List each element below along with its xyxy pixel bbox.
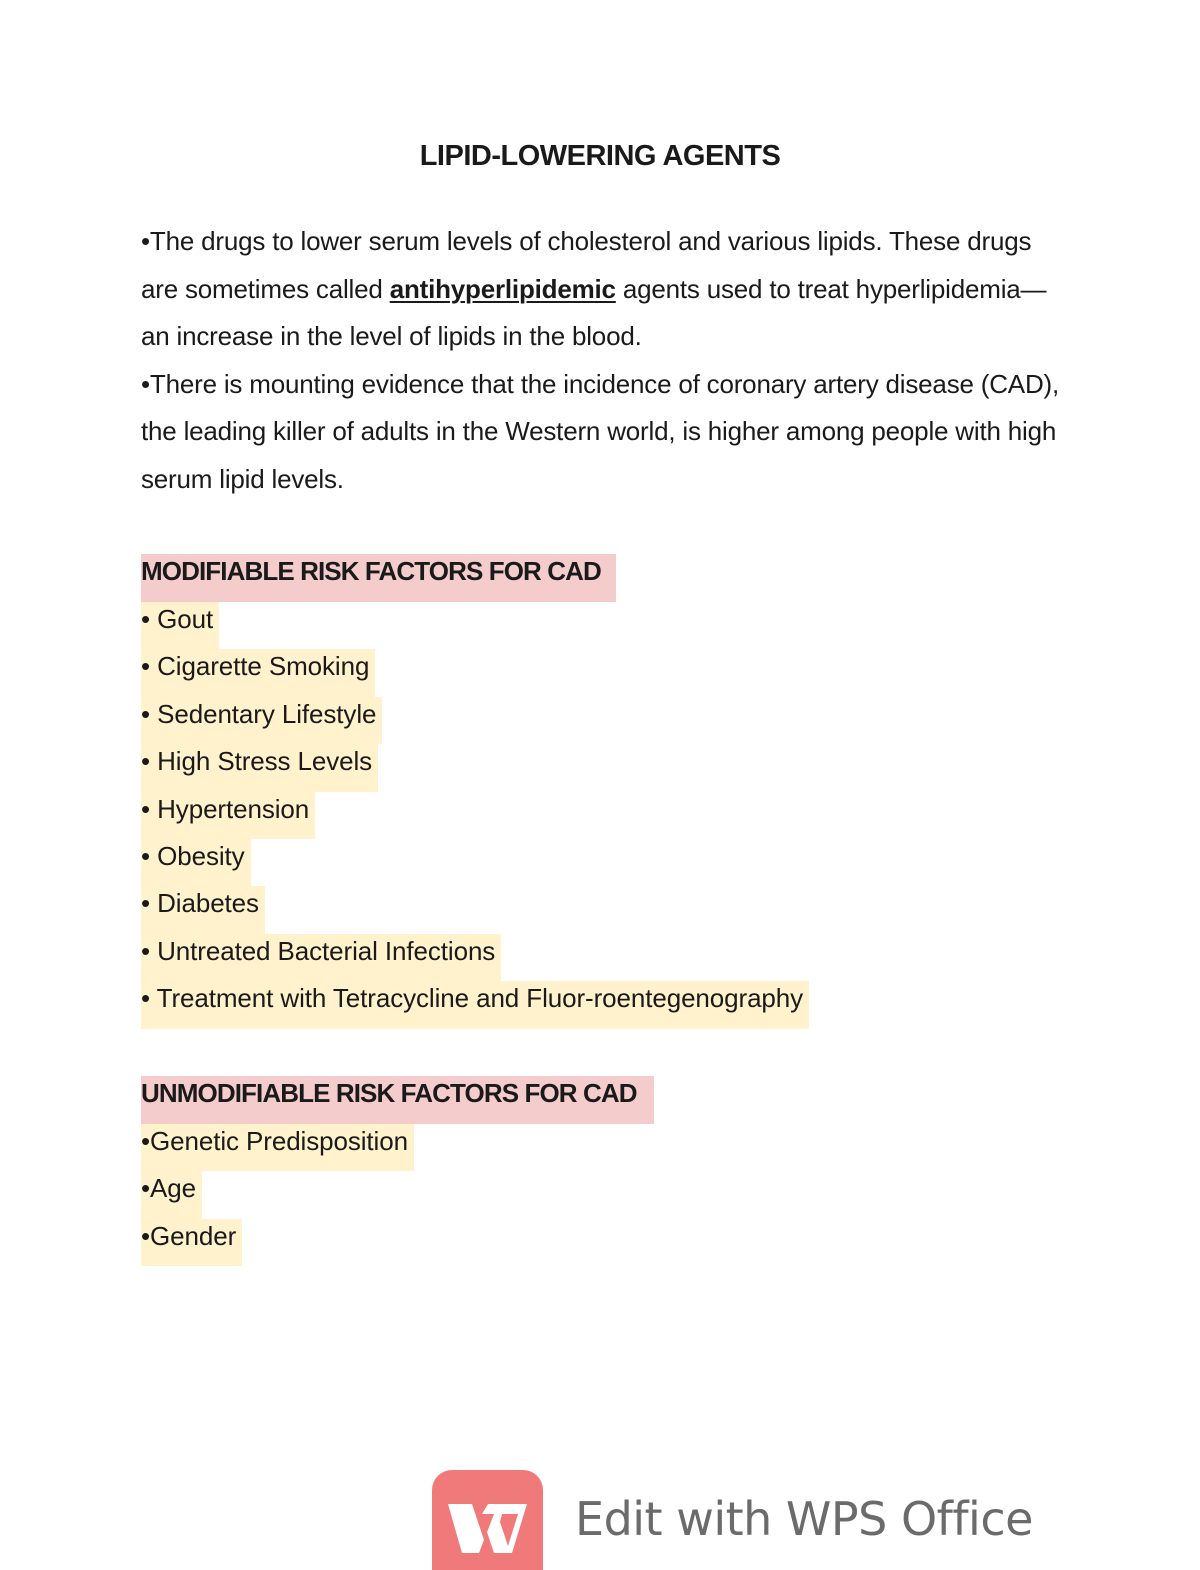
wps-edit-banner[interactable]: [432, 1470, 1052, 1553]
list-item: • Gout: [141, 602, 219, 649]
list-item: •Genetic Predisposition: [141, 1124, 414, 1171]
intro-paragraph-1-after: agents used to treat hyperlipidemia—an increase in the level of lipids in the blood.: [141, 273, 1047, 351]
list-item: • Treatment with Tetracycline and Fluor-roentegenography: [141, 981, 809, 1028]
wps-banner-text[interactable]: Edit with WPS Office: [575, 1492, 1033, 1546]
unmodifiable-list: [141, 1124, 654, 1266]
list-item: • Obesity: [141, 839, 251, 886]
term-antihyperlipidemic: antihyperlipidemic: [389, 273, 616, 304]
list-item: • Sedentary Lifestyle: [141, 697, 382, 744]
list-item: • Untreated Bacterial Infections: [141, 934, 501, 981]
list-item: • Diabetes: [141, 886, 265, 933]
wps-w-glyph: [432, 1470, 543, 1570]
list-item: •Gender: [141, 1219, 242, 1266]
list-item: • High Stress Levels: [141, 744, 378, 791]
intro-paragraph-1: [141, 218, 1061, 361]
intro-paragraph-1-before: •The drugs to lower serum levels of cholesterol and various lipids. These drugs are sometimes called: [141, 226, 1032, 304]
modifiable-risk-factors-section: [141, 554, 809, 1029]
intro-paragraph-2: •There is mounting evidence that the incidence of coronary artery disease (CAD), the leading killer of adults in the Western world, is higher among people with high serum lipid levels.: [141, 368, 1060, 494]
document-title: LIPID-LOWERING AGENTS: [419, 140, 781, 172]
modifiable-list: [141, 602, 809, 1029]
wps-logo-icon[interactable]: [432, 1470, 543, 1570]
unmodifiable-risk-factors-section: [141, 1076, 654, 1266]
intro-text: [141, 218, 1061, 503]
modifiable-heading: MODIFIABLE RISK FACTORS FOR CAD: [141, 554, 616, 602]
list-item: • Cigarette Smoking: [141, 649, 375, 696]
list-item: • Hypertension: [141, 792, 315, 839]
unmodifiable-heading: UNMODIFIABLE RISK FACTORS FOR CAD: [141, 1076, 654, 1124]
list-item: •Age: [141, 1171, 202, 1218]
